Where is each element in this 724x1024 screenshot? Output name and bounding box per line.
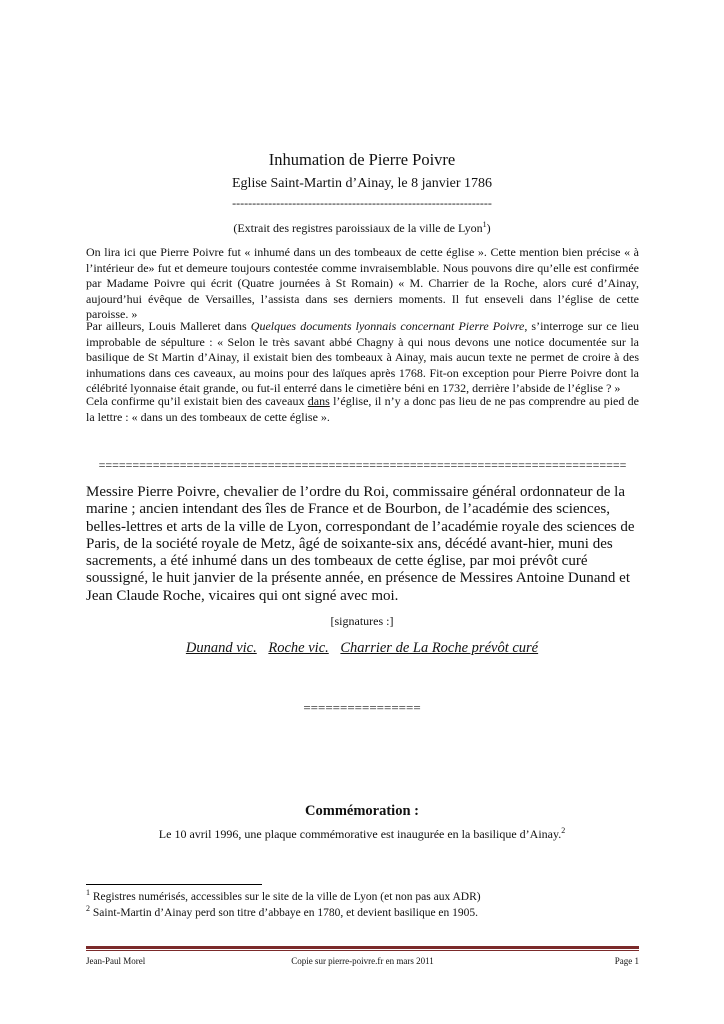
dash-separator: ----------------------------------------------------------------- <box>232 196 492 210</box>
extract-note <box>0 221 724 236</box>
document-subtitle: Eglise Saint-Martin d’Ainay, le 8 janvier 1786 <box>232 176 492 191</box>
document-title: Inhumation de Pierre Poivre <box>268 150 456 169</box>
footer-rule-thick <box>86 946 639 949</box>
intro-paragraph-1: On lira ici que Pierre Poivre fut « inhumé dans un des tombeaux de cette église ». Cette mention bien précise « à l’intérieur de» fut et demeure toujours contestée comme invraisemblable. Nous pouvons dire qu’elle est confirmée par Madame Poivre qui écrit (Quatre journées à St Romain) « M. Charrier de la Roche, alors curé d’Ainay, aujourd’hui évêque de Versailles, l’assista dans ses derniers moments. Il fut enseveli dans l’église de cette paroisse. » <box>86 245 639 321</box>
p2-book-title: Quelques documents lyonnais concernant Pierre Poivre <box>250 319 525 333</box>
extract-text: (Extrait des registres paroissiaux de la ville de Lyon <box>233 221 483 235</box>
intro-paragraph-3 <box>86 394 639 425</box>
signature-roche: Roche vic. <box>268 640 329 656</box>
equals-separator-long: ============================================================================== <box>98 458 627 472</box>
p3-text-a: Cela confirme qu’il existait bien des caveaux <box>86 394 308 408</box>
extract-close: ) <box>486 221 491 235</box>
p3-text-b: l’église, il n’y a donc pas lieu de ne pas comprendre au pied de la lettre : « dans un des tombeaux de cette église ». <box>86 394 639 424</box>
signature-dunand: Dunand vic. <box>185 640 257 656</box>
footnote-1 <box>86 890 646 904</box>
footnote-ref-2: 2 <box>561 826 566 835</box>
intro-paragraph-2 <box>86 319 639 397</box>
commemoration-sentence: Le 10 avril 1996, une plaque commémorative est inaugurée en la basilique d’Ainay. <box>158 827 562 841</box>
footnote-1-text: Registres numérisés, accessibles sur le site de la ville de Lyon (et non pas aux ADR) <box>90 891 481 903</box>
footer-source: Copie sur pierre-poivre.fr en mars 2011 <box>291 956 434 966</box>
equals-separator-short: ================ <box>303 700 421 715</box>
p2-text-a: Par ailleurs, Louis Malleret dans <box>86 319 251 333</box>
commemoration-title: Commémoration : <box>305 803 419 819</box>
burial-record-text: Messire Pierre Poivre, chevalier de l’ordre du Roi, commissaire général ordonnateur de la marine ; ancien intendant des îles de France et de Bourbon, de l’académie des sciences, belles-lettres et arts de la ville de Lyon, correspondant de l’académie royale des sciences de Paris, de la société royale de Metz, âgé de soixante-six ans, décédé avant-hier, muni des sacrements, a été inhumé dans un des tombeaux de cette église, par moi prévôt curé soussigné, le huit janvier de la présente année, en présence de Messires Antoine Dunand et Jean Claude Roche, vicaires qui ont signé avec moi. <box>86 484 635 604</box>
footnote-ref-1: 1 <box>482 220 487 229</box>
p2-text-b: , s’interroge sur ce lieu improbable de sépulture : « Selon le très savant abbé Chagny à qui nous devons une notice documentée sur la basilique de St Martin d’Ainay, il existait bien des tombeaux à Ainay, mais aucun texte ne permet de croire à des inhumations dans ces caveaux, au moins pour des laïques après 1768. Fit-on exception pour Pierre Poivre dont la célébrité lyonnaise était grande, ou fut-il enterré dans le cimetière béni en 1732, derrière l’abside de l’église ? » <box>86 319 639 395</box>
footnote-1-num: 1 <box>86 888 90 898</box>
p3-underlined-word: dans <box>307 394 330 408</box>
footer-page-number: Page 1 <box>614 956 639 966</box>
footer-rule-thin <box>86 950 639 951</box>
footnote-rule <box>86 884 262 885</box>
footnote-2 <box>86 906 646 920</box>
footnote-2-num: 2 <box>86 904 90 914</box>
commemoration-text <box>0 827 724 842</box>
signatures <box>0 640 724 657</box>
footnote-2-text: Saint-Martin d’Ainay perd son titre d’abbaye en 1780, et devient basilique en 1905. <box>90 907 479 919</box>
signature-charrier: Charrier de La Roche prévôt curé <box>340 640 539 656</box>
signatures-label: [signatures :] <box>330 614 394 628</box>
footer-author: Jean-Paul Morel <box>86 956 146 966</box>
